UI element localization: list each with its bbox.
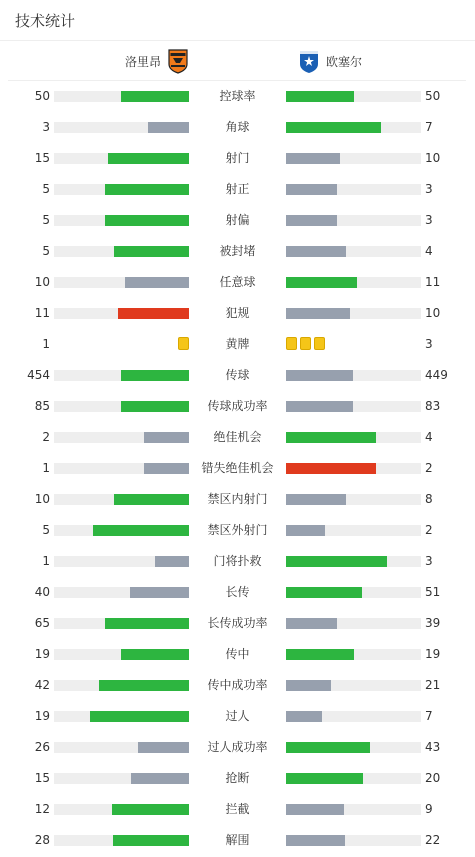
away-stat-bar-track [286, 401, 421, 412]
home-stat-value: 28 [34, 833, 50, 847]
away-stat-bar-track [286, 804, 421, 815]
away-stat-bar-fill [286, 773, 363, 784]
stat-label: 射门 [225, 151, 250, 165]
home-stat-bar-track [54, 649, 189, 660]
home-stat-value: 26 [34, 740, 50, 754]
stat-label: 过人 [225, 709, 250, 723]
away-stat-bar-fill [286, 494, 346, 505]
stat-label: 拦截 [225, 802, 250, 816]
away-stat-bar-fill [286, 91, 354, 102]
stat-label: 射偏 [225, 213, 250, 227]
stat-label: 禁区内射门 [207, 492, 268, 506]
away-stat-bar-fill [286, 432, 376, 443]
home-stat-bar-fill [148, 122, 189, 133]
away-stat-value: 449 [425, 368, 448, 382]
away-stat-bar-track [286, 246, 421, 257]
stat-row [0, 794, 475, 825]
away-team-logo-icon [298, 48, 320, 74]
home-stat-value: 454 [27, 368, 50, 382]
away-stat-bar-track [286, 835, 421, 846]
away-yellow-cards [286, 337, 325, 352]
home-stat-value: 5 [42, 182, 50, 196]
away-stat-bar-fill [286, 370, 353, 381]
home-stat-value: 5 [42, 523, 50, 537]
stat-label: 长传 [225, 585, 250, 599]
page-title: 技术统计 [15, 12, 76, 30]
stat-label: 门将扑救 [213, 554, 262, 568]
stat-row [0, 81, 475, 112]
title-bar [0, 0, 475, 41]
away-stat-bar-fill [286, 680, 331, 691]
stat-row [0, 763, 475, 794]
away-stat-bar-track [286, 556, 421, 567]
stat-row [0, 639, 475, 670]
home-stat-bar-track [54, 370, 189, 381]
home-stat-bar-track [54, 463, 189, 474]
home-stat-bar-fill [99, 680, 189, 691]
away-stat-bar-fill [286, 556, 387, 567]
away-stat-value: 3 [425, 182, 433, 196]
away-stat-value: 3 [425, 337, 433, 351]
away-stat-bar-fill [286, 401, 353, 412]
home-stat-bar-track [54, 246, 189, 257]
stat-label: 控球率 [219, 89, 256, 103]
home-team-name: 洛里昂 [125, 54, 162, 69]
home-stat-value: 40 [34, 585, 50, 599]
home-stat-bar-track [54, 618, 189, 629]
home-stat-bar-track [54, 432, 189, 443]
away-stat-bar-track [286, 432, 421, 443]
home-stat-bar-track [54, 277, 189, 288]
home-stat-value: 42 [34, 678, 50, 692]
away-stat-value: 22 [425, 833, 441, 847]
away-team[interactable] [292, 48, 362, 74]
home-stat-bar-fill [90, 711, 189, 722]
stat-row [0, 174, 475, 205]
stat-label: 任意球 [219, 275, 256, 289]
home-stat-bar-track [54, 804, 189, 815]
home-stat-value: 1 [42, 461, 50, 475]
away-stat-bar-fill [286, 711, 322, 722]
home-stat-value: 1 [42, 337, 50, 351]
stat-row [0, 484, 475, 515]
home-stat-bar-track [54, 835, 189, 846]
home-stat-value: 11 [34, 306, 50, 320]
away-stat-bar-fill [286, 308, 350, 319]
stat-label: 角球 [225, 120, 250, 134]
home-stat-value: 50 [34, 89, 50, 103]
stat-row [0, 267, 475, 298]
away-stat-value: 51 [425, 585, 441, 599]
away-stat-bar-track [286, 277, 421, 288]
away-stat-bar-track [286, 711, 421, 722]
home-stat-bar-track [54, 711, 189, 722]
stat-label: 黄牌 [225, 337, 250, 351]
home-stat-bar-fill [121, 91, 189, 102]
away-stat-value: 9 [425, 802, 433, 816]
teams-header [8, 41, 466, 81]
away-stat-value: 19 [425, 647, 441, 661]
away-stat-value: 3 [425, 213, 433, 227]
away-stat-bar-fill [286, 742, 370, 753]
stat-label: 绝佳机会 [213, 430, 262, 444]
home-team-logo-icon [167, 48, 189, 74]
stat-row [0, 515, 475, 546]
away-stat-value: 39 [425, 616, 441, 630]
away-stat-bar-fill [286, 804, 344, 815]
stat-label: 射正 [225, 182, 250, 196]
home-stat-bar-fill [138, 742, 189, 753]
home-stat-value: 10 [34, 275, 50, 289]
stat-label: 传中 [225, 647, 250, 661]
home-stat-bar-track [54, 525, 189, 536]
stat-label: 被封堵 [219, 244, 256, 258]
home-stat-bar-fill [144, 432, 189, 443]
stat-row [0, 236, 475, 267]
stat-row [0, 825, 475, 856]
home-stat-bar-fill [131, 773, 189, 784]
stat-row [0, 546, 475, 577]
yellow-card-icon [314, 337, 325, 350]
away-stat-bar-track [286, 742, 421, 753]
home-stat-value: 3 [42, 120, 50, 134]
home-stat-bar-fill [105, 215, 189, 226]
away-stat-bar-track [286, 153, 421, 164]
home-stat-bar-track [54, 215, 189, 226]
away-stat-bar-track [286, 370, 421, 381]
home-stat-bar-track [54, 742, 189, 753]
away-stat-value: 7 [425, 709, 433, 723]
home-stat-bar-fill [130, 587, 189, 598]
stat-label: 传球成功率 [207, 399, 268, 413]
away-stat-bar-track [286, 618, 421, 629]
away-stat-bar-track [286, 494, 421, 505]
home-stat-bar-track [54, 587, 189, 598]
home-stat-value: 10 [34, 492, 50, 506]
away-stat-bar-fill [286, 463, 376, 474]
home-stat-bar-fill [114, 246, 189, 257]
home-stat-value: 65 [34, 616, 50, 630]
stat-row [0, 112, 475, 143]
away-stat-bar-track [286, 773, 421, 784]
home-stat-bar-track [54, 308, 189, 319]
stat-row [0, 422, 475, 453]
yellow-card-icon [300, 337, 311, 350]
away-stat-bar-track [286, 91, 421, 102]
stat-row [0, 360, 475, 391]
away-stat-bar-fill [286, 587, 362, 598]
away-stat-value: 2 [425, 461, 433, 475]
away-stat-value: 50 [425, 89, 441, 103]
away-stat-bar-track [286, 587, 421, 598]
home-stat-bar-track [54, 184, 189, 195]
home-stat-bar-fill [118, 308, 189, 319]
away-stat-value: 10 [425, 151, 441, 165]
home-stat-value: 5 [42, 244, 50, 258]
stat-label: 传球 [225, 368, 250, 382]
stat-row [0, 329, 475, 360]
away-stat-value: 2 [425, 523, 433, 537]
home-stat-bar-track [54, 680, 189, 691]
away-stat-bar-track [286, 649, 421, 660]
away-stat-value: 83 [425, 399, 441, 413]
stat-row [0, 608, 475, 639]
away-stat-value: 3 [425, 554, 433, 568]
stat-label: 犯规 [225, 306, 250, 320]
stat-label: 过人成功率 [207, 740, 268, 754]
away-stat-bar-track [286, 525, 421, 536]
home-stat-bar-fill [93, 525, 189, 536]
stat-row [0, 391, 475, 422]
away-stat-bar-track [286, 463, 421, 474]
stat-label: 错失绝佳机会 [201, 461, 274, 475]
away-stat-bar-track [286, 215, 421, 226]
stat-label: 传中成功率 [207, 678, 268, 692]
home-stat-value: 15 [34, 151, 50, 165]
stat-label: 解围 [225, 833, 250, 847]
stat-row [0, 732, 475, 763]
home-stat-bar-fill [105, 618, 189, 629]
stat-row [0, 577, 475, 608]
stat-label: 长传成功率 [207, 616, 268, 630]
home-stat-value: 85 [34, 399, 50, 413]
away-stat-bar-fill [286, 153, 340, 164]
away-stat-bar-fill [286, 215, 337, 226]
home-stat-value: 5 [42, 213, 50, 227]
stat-label: 抢断 [225, 771, 250, 785]
stat-row [0, 701, 475, 732]
away-stat-bar-fill [286, 525, 325, 536]
home-stat-bar-track [54, 494, 189, 505]
away-stat-value: 4 [425, 430, 433, 444]
home-stat-value: 1 [42, 554, 50, 568]
home-yellow-cards [178, 337, 189, 352]
home-stat-bar-fill [125, 277, 189, 288]
away-stat-bar-fill [286, 835, 345, 846]
away-stat-bar-fill [286, 277, 357, 288]
home-stat-value: 19 [34, 709, 50, 723]
away-stat-bar-fill [286, 649, 354, 660]
home-stat-bar-fill [114, 494, 189, 505]
home-stat-value: 19 [34, 647, 50, 661]
home-stat-bar-fill [108, 153, 189, 164]
away-stat-value: 4 [425, 244, 433, 258]
away-stat-value: 21 [425, 678, 441, 692]
home-stat-bar-fill [155, 556, 189, 567]
home-stat-bar-fill [121, 401, 189, 412]
away-stat-bar-track [286, 308, 421, 319]
home-stat-bar-fill [113, 835, 189, 846]
away-stat-bar-track [286, 122, 421, 133]
home-stat-bar-fill [121, 370, 189, 381]
home-stat-value: 15 [34, 771, 50, 785]
away-stat-bar-track [286, 680, 421, 691]
away-stat-bar-track [286, 184, 421, 195]
stat-row [0, 298, 475, 329]
away-stat-value: 10 [425, 306, 441, 320]
home-stat-bar-track [54, 91, 189, 102]
away-stat-value: 20 [425, 771, 441, 785]
home-stat-bar-fill [112, 804, 189, 815]
away-stat-bar-fill [286, 246, 346, 257]
home-stat-bar-track [54, 153, 189, 164]
away-stat-value: 7 [425, 120, 433, 134]
stat-row [0, 670, 475, 701]
away-team-name: 欧塞尔 [326, 54, 363, 69]
home-team[interactable] [125, 48, 195, 74]
stat-row [0, 205, 475, 236]
home-stat-bar-fill [144, 463, 189, 474]
home-stat-bar-track [54, 773, 189, 784]
home-stat-bar-fill [105, 184, 189, 195]
stat-row [0, 143, 475, 174]
home-stat-value: 12 [34, 802, 50, 816]
away-stat-value: 8 [425, 492, 433, 506]
stat-row [0, 453, 475, 484]
home-stat-value: 2 [42, 430, 50, 444]
away-stat-bar-fill [286, 122, 381, 133]
away-stat-value: 43 [425, 740, 441, 754]
home-stat-bar-track [54, 401, 189, 412]
away-stat-bar-fill [286, 184, 337, 195]
yellow-card-icon [178, 337, 189, 350]
home-stat-bar-track [54, 122, 189, 133]
home-stat-bar-track [54, 556, 189, 567]
yellow-card-icon [286, 337, 297, 350]
home-stat-bar-fill [121, 649, 189, 660]
away-stat-value: 11 [425, 275, 441, 289]
away-stat-bar-fill [286, 618, 337, 629]
stat-label: 禁区外射门 [207, 523, 268, 537]
